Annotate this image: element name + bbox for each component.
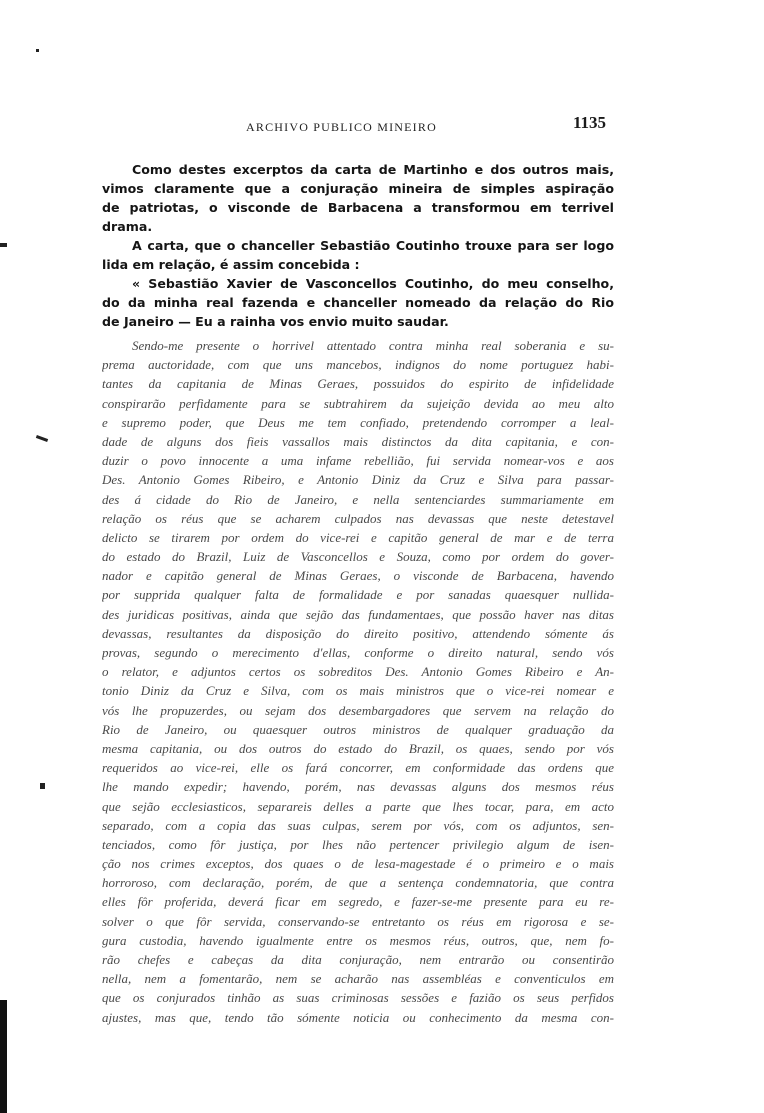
letter-line: horroroso, com declaração, porém, de que a sentença condemnatoria, que contra (102, 875, 614, 891)
text-line: lida em relação, é assim concebida : (102, 257, 360, 272)
letter-line: Des. Antonio Gomes Ribeiro, e Antonio Diniz da Cruz e Silva para passar- (102, 472, 614, 488)
paragraph-salutation (102, 274, 614, 331)
margin-mark (40, 783, 45, 789)
scan-edge (0, 1000, 7, 1113)
margin-mark (36, 435, 48, 442)
letter-line: vós lhe propuzerdes, ou sejam dos desembargadores que servem na relação do (102, 702, 614, 718)
letter-line: elles fôr proferida, deverá ficar em segredo, e fazer-se-me presente para eu re- (102, 894, 614, 910)
letter-line: solver o que fôr servida, conservando-se entretanto os réus em rigorosa e se- (102, 913, 614, 929)
page-number: 1135 (573, 113, 607, 132)
text-line: drama. (102, 219, 153, 234)
letter-line: duzir o povo innocente a uma infame rebellião, fui servida nomear-vos e aos (102, 453, 614, 469)
letter-line: devassas, resultantes da disposição do direito positivo, attendendo sómente ás (102, 625, 614, 641)
letter-line: provas, segundo o merecimento d'ellas, conforme o direito natural, sendo vós (102, 645, 614, 660)
text-line: Como destes excerptos da carta de Martinho e dos outros mais, (132, 162, 614, 177)
margin-mark (0, 243, 7, 247)
letter-line: tonio Diniz da Cruz e Silva, com os mais ministros que o vice-rei nomear e (102, 683, 614, 699)
letter-line: lhe mando expedir; havendo, porém, nas devassas alguns dos mesmos réus (102, 779, 614, 795)
margin-mark (36, 49, 39, 52)
letter-line: tenciados, como fôr justiça, por lhes não pertencer privilegio algum de isen- (102, 836, 614, 852)
letter-line: nador e capitão general de Minas Geraes, o visconde de Barbacena, havendo (102, 568, 614, 584)
letter-line: do estado do Brazil, Luiz de Vasconcellos e Souza, como por ordem do gover- (102, 549, 614, 565)
letter-line: relação os réus que se acharem culpados nas devassas que neste detestavel (102, 510, 614, 526)
letter-line: mesma capitania, ou dos outros do estado do Brazil, os quaes, sendo por vós (102, 740, 614, 756)
body-text (102, 160, 614, 1027)
letter-body (102, 336, 614, 1027)
text-line: vimos claramente que a conjuração mineira de simples aspiração (102, 181, 614, 196)
letter-line: que os conjurados tinhão as suas criminosas sessões e fazião os seus perfidos (102, 990, 614, 1006)
letter-line: que sejão ecclesiasticos, separareis delles a parte que lhes tocar, para, em acto (102, 798, 614, 814)
letter-line: dade de alguns dos fieis vassallos mais distinctos da dita capitania, e con- (102, 433, 614, 449)
letter-line: ajustes, mas que, tendo tão sómente noticia ou conhecimento da mesma con- (102, 1009, 614, 1025)
letter-line: gura custodia, havendo igualmente entre os mesmos réus, outros, que, nem fo- (102, 932, 614, 948)
letter-line: ção nos crimes exceptos, dos quaes o de lesa-magestade é o primeiro e o mais (102, 856, 614, 872)
letter-line: e supremo poder, que Deus me tem confiado, pretendendo corromper a leal- (102, 414, 614, 430)
text-line: de Janeiro — Eu a rainha vos envio muito saudar. (102, 314, 449, 329)
letter-line: separado, com a copia das suas culpas, serem por vós, com os adjuntos, sen- (102, 817, 614, 833)
text-line: de patriotas, o visconde de Barbacena a transformou em terrivel (102, 200, 614, 215)
letter-line: por supprida qualquer falta de formalidade e por sanadas quaesquer nullida- (102, 587, 614, 603)
paragraph-carta-intro (102, 236, 614, 274)
text-line: « Sebastião Xavier de Vasconcellos Coutinho, do meu conselho, (132, 276, 614, 291)
letter-line: rão chefes e cabeças da dita conjuração, nem entrarão ou consentirão (102, 952, 614, 967)
letter-line: des á cidade do Rio de Janeiro, e nella sentenciardes summariamente em (102, 491, 614, 507)
running-title: ARCHIVO PUBLICO MINEIRO (246, 120, 437, 134)
letter-line: des juridicas positivas, ainda que sejão das fundamentaes, que possão haver nas ditas (102, 606, 614, 622)
letter-line: o relator, e adjuntos certos os sobreditos Des. Antonio Gomes Ribeiro e An- (102, 664, 614, 680)
letter-line: Rio de Janeiro, ou quaesquer outros ministros de qualquer graduação da (102, 721, 614, 737)
letter-line: prema auctoridade, com que uns mancebos, indignos do nome portuguez habi- (102, 357, 614, 373)
letter-line: conspirarão perfidamente para se subtrahirem da sujeição devida ao meu alto (102, 395, 614, 411)
letter-line: delicto se tirarem por ordem do vice-rei e capitão general de mar e de terra (102, 529, 614, 545)
letter-line: tantes da capitania de Minas Geraes, possuidos do espirito de infidelidade (102, 376, 614, 392)
text-line: A carta, que o chanceller Sebastião Coutinho trouxe para ser logo (132, 238, 614, 253)
letter-line: requeridos ao vice-rei, elle os fará concorrer, em conformidade das ordens que (102, 760, 614, 776)
letter-line: nella, nem a fomentarão, nem se acharão nas assembléas e conventiculos em (102, 971, 614, 987)
text-line: do da minha real fazenda e chanceller nomeado da relação do Rio (102, 295, 614, 310)
paragraph-intro (102, 160, 614, 236)
letter-line: Sendo-me presente o horrivel attentado contra minha real soberania e su- (132, 338, 614, 353)
